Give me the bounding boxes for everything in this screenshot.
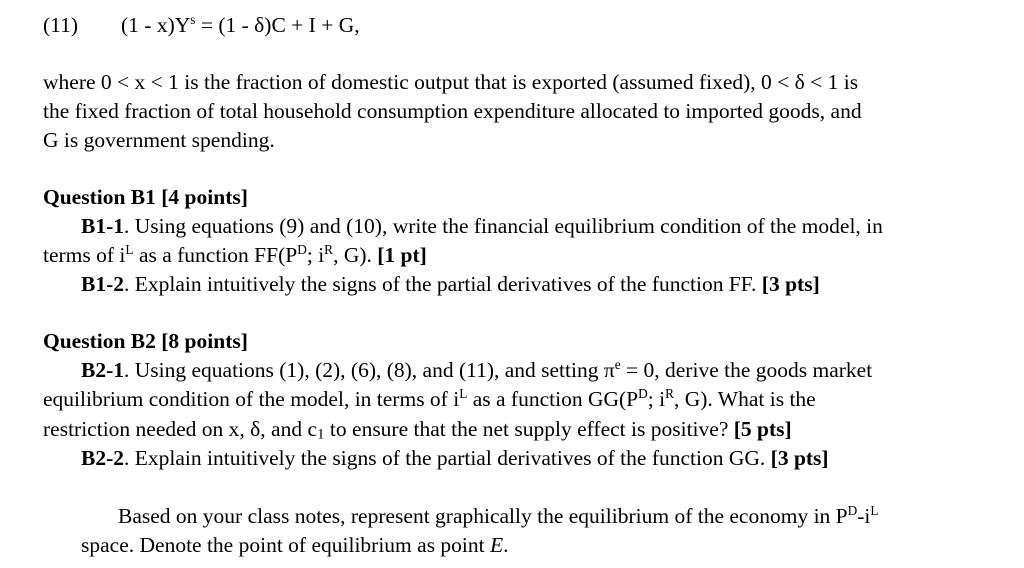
b2-1-label: B2-1	[81, 358, 124, 382]
equilibrium-point-label: E	[490, 533, 504, 557]
equation-number: (11)	[43, 13, 79, 37]
b1-1-line-1: B1-1. Using equations (9) and (10), write the financial equilibrium condition of the model, in	[81, 214, 883, 238]
definition-line-1: where 0 < x < 1 is the fraction of domestic output that is exported (assumed fixed), 0 < δ < 1 is	[43, 70, 859, 94]
b2-1-line-2: equilibrium condition of the model, in terms of $i^L$ as a function $GG(P^D$; $i^R$, G). What is the	[43, 385, 816, 411]
b1-1-line-2: terms of $i^L$ as a function $FF(P^D$; $i^R$, G). [1 pt]	[43, 241, 427, 267]
b2-2-line: B2-2. Explain intuitively the signs of the partial derivatives of the function GG. [3 pts]	[81, 446, 829, 470]
question-b2-heading: Question B2 [8 points]	[43, 329, 248, 353]
b1-2-points: [3 pts]	[761, 272, 820, 296]
b1-1-points: [1 pt]	[377, 243, 427, 267]
equation-lhs: (1 - x)Y	[121, 13, 191, 37]
b2-1-points: [5 pts]	[733, 417, 792, 441]
definition-line-2: the fixed fraction of total household consumption expenditure allocated to imported goods, and	[43, 99, 862, 123]
final-line-1: Based on your class notes, represent graphically the equilibrium of the economy in $P^D-i^L$	[118, 502, 879, 528]
equation-rhs: = (1 - δ)C + I + G,	[195, 13, 360, 37]
b2-1-line-3: restriction needed on x, δ, and $c_1$ to ensure that the net supply effect is positive? [5 pts]	[43, 417, 792, 443]
b2-2-points: [3 pts]	[770, 446, 829, 470]
b1-2-label: B1-2	[81, 272, 124, 296]
b1-1-label: B1-1	[81, 214, 124, 238]
equation-lhs-superscript: s	[190, 11, 196, 27]
question-b1-heading: Question B1 [4 points]	[43, 185, 248, 209]
definition-line-3: G is government spending.	[43, 128, 275, 152]
b1-2-line: B1-2. Explain intuitively the signs of the partial derivatives of the function FF. [3 pts]	[81, 272, 820, 296]
final-line-2: space. Denote the point of equilibrium as point E.	[81, 533, 509, 557]
b2-2-label: B2-2	[81, 446, 124, 470]
equation-body	[121, 13, 360, 38]
b2-1-line-1: B2-1. Using equations (1), (2), (6), (8), and (11), and setting $\pi^e = 0$, derive the goods market	[81, 356, 873, 382]
